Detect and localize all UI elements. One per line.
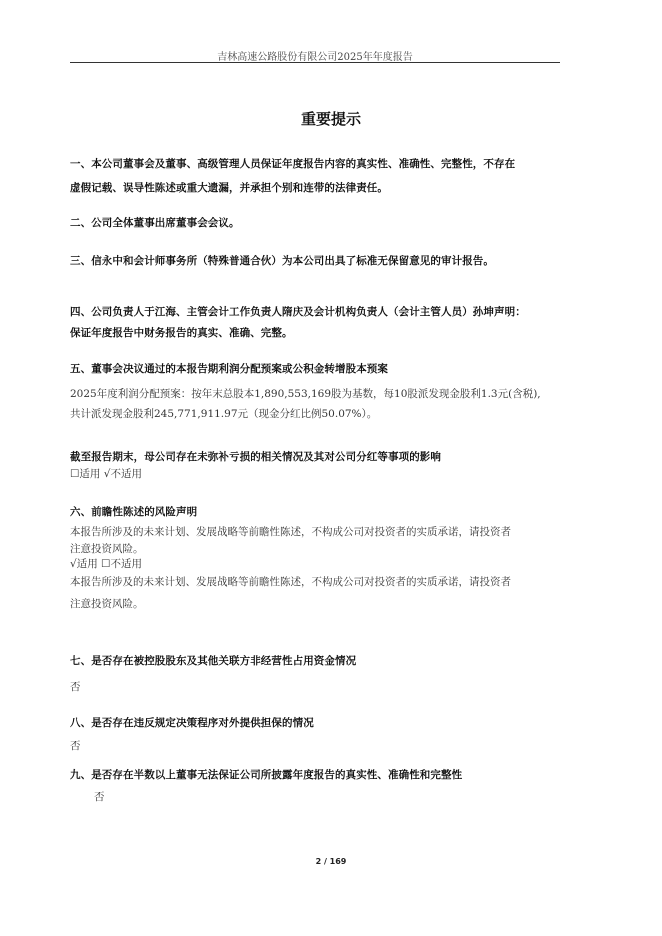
- section-3: 三、信永中和会计师事务所（特殊普通合伙）为本公司出具了标准无保留意见的审计报告。: [70, 255, 494, 267]
- section-5-heading: 五、董事会决议通过的本报告期利润分配预案或公积金转增股本预案: [70, 363, 388, 375]
- section-1-line-2: 虚假记载、误导性陈述或重大遗漏，并承担个别和连带的法律责任。: [70, 182, 388, 194]
- section-7-heading: 七、是否存在被控股股东及其他关联方非经营性占用资金情况: [70, 655, 357, 667]
- section-6-text-3: 本报告所涉及的未来计划、发展战略等前瞻性陈述，不构成公司对投资者的实质承诺，请投资者: [70, 576, 511, 588]
- report-header: 吉林高速公路股份有限公司2025年年度报告: [217, 52, 413, 63]
- section-9-answer: 否: [94, 791, 105, 803]
- section-5-text-2: 共计派发现金股利245,771,911.97元（现金分红比例50.07%）。: [70, 408, 378, 420]
- loss-impact-options: ☐适用 √不适用: [70, 468, 142, 480]
- loss-impact-heading: 截至报告期末，母公司存在未弥补亏损的相关情况及其对公司分红等事项的影响: [70, 451, 441, 463]
- section-6-options: √适用 ☐不适用: [70, 558, 142, 570]
- section-8-answer: 否: [70, 740, 81, 752]
- section-4-line-2: 保证年度报告中财务报告的真实、准确、完整。: [70, 327, 293, 339]
- section-7-answer: 否: [70, 681, 81, 693]
- header-rule: [70, 62, 560, 63]
- section-6-heading: 六、前瞻性陈述的风险声明: [70, 506, 198, 518]
- section-4-line-1: 四、公司负责人于江海、主管会计工作负责人隋庆及会计机构负责人（会计主管人员）孙坤声明：: [70, 306, 526, 318]
- page-title: 重要提示: [300, 110, 361, 128]
- section-6-text-2: 注意投资风险。: [70, 543, 144, 555]
- section-6-text-4: 注意投资风险。: [70, 598, 144, 610]
- section-2: 二、公司全体董事出席董事会会议。: [70, 217, 240, 229]
- page-number: 2 / 169: [315, 857, 347, 866]
- section-6-text-1: 本报告所涉及的未来计划、发展战略等前瞻性陈述，不构成公司对投资者的实质承诺，请投资者: [70, 526, 511, 538]
- section-5-text-1: 2025年度利润分配预案：按年末总股本1,890,553,169股为基数，每10股派发现金股利1.3元(含税),: [70, 388, 541, 400]
- section-9-heading: 九、是否存在半数以上董事无法保证公司所披露年度报告的真实性、准确性和完整性: [70, 769, 463, 781]
- section-8-heading: 八、是否存在违反规定决策程序对外提供担保的情况: [70, 717, 314, 729]
- section-1-line-1: 一、本公司董事会及董事、高级管理人员保证年度报告内容的真实性、准确性、完整性，不存在: [70, 158, 516, 170]
